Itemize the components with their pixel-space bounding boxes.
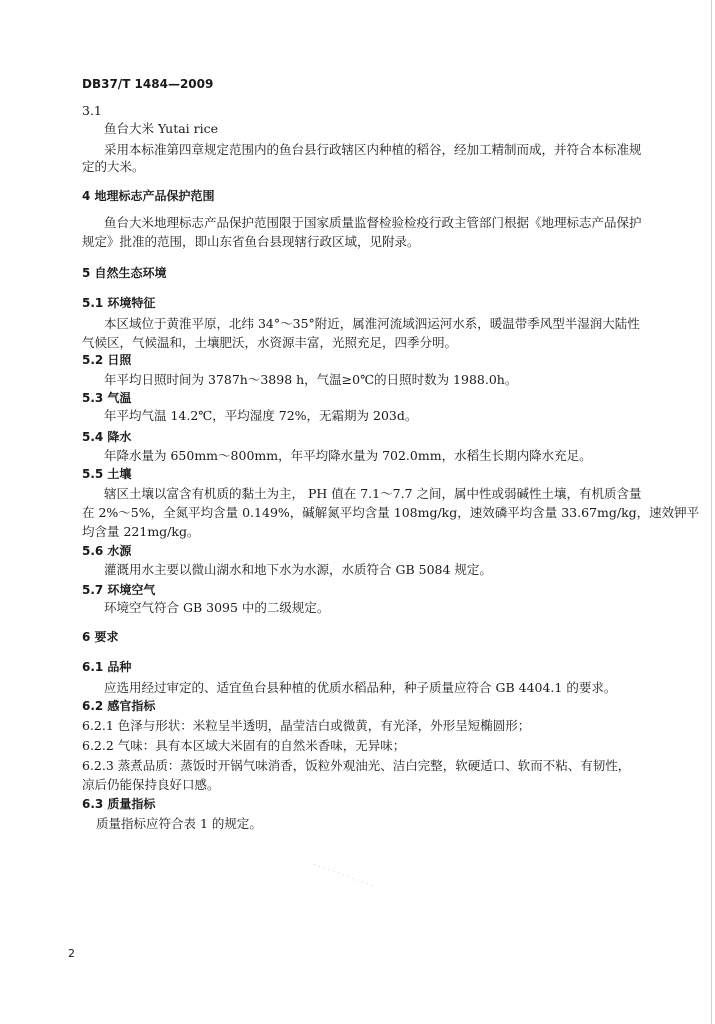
list-item: 6.2.2 气味：具有本区域大米固有的自然米香味，无异味； [82, 738, 406, 753]
list-item: 6.2.1 色泽与形状：米粒呈半透明，晶莹洁白或微黄，有光泽，外形呈短椭圆形； [82, 718, 531, 733]
clause-number: 3.1 [82, 103, 102, 118]
subsection-heading: 5.3 气温 [82, 391, 132, 405]
section-heading: 5 自然生态环境 [82, 266, 167, 280]
subsection-heading: 5.4 降水 [82, 430, 132, 444]
paragraph-line: 在 2%～5%，全氮平均含量 0.149%，碱解氮平均含量 108mg/kg，速效磷平均含量 33.67mg/kg，速效钾平 [82, 505, 700, 520]
faint-watermark: · · · · · · · · · · · · · [311, 860, 375, 891]
subsection-heading: 5.6 水源 [82, 544, 132, 558]
subsection-heading: 6.3 质量指标 [82, 797, 156, 811]
paragraph-line: 质量指标应符合表 1 的规定。 [96, 816, 262, 831]
paragraph-line: 鱼台大米地理标志产品保护范围限于国家质量监督检验检疫行政主管部门根据《地理标志产品保护 [104, 215, 642, 230]
paragraph-line: 本区域位于黄淮平原，北纬 34°～35°附近，属淮河流域泗运河水系，暖温带季风型半湿润大陆性 [104, 316, 640, 331]
term-definition-line: 采用本标准第四章规定范围内的鱼台县行政辖区内种植的稻谷，经加工精制而成，并符合本标准规 [104, 142, 642, 157]
paragraph-line: 灌溉用水主要以微山湖水和地下水为水源，水质符合 GB 5084 规定。 [104, 562, 492, 577]
subsection-heading: 6.1 品种 [82, 660, 132, 674]
subsection-heading: 5.1 环境特征 [82, 296, 156, 310]
paragraph-line: 年平均气温 14.2℃，平均湿度 72%，无霜期为 203d。 [104, 408, 418, 423]
paragraph-line: 应选用经过审定的、适宜鱼台县种植的优质水稻品种，种子质量应符合 GB 4404.1 的要求。 [104, 680, 617, 695]
list-item: 6.2.3 蒸煮品质：蒸饭时开锅气味消香，饭粒外观油光、洁白完整，软硬适口、软而不粘、有韧性， [82, 758, 631, 773]
doc-code: DB37/T 1484—2009 [82, 77, 214, 91]
paragraph-line: 均含量 221mg/kg。 [82, 524, 200, 539]
paragraph-line: 环境空气符合 GB 3095 中的二级规定。 [104, 600, 330, 615]
subsection-heading: 6.2 感官指标 [82, 699, 156, 713]
subsection-heading: 5.7 环境空气 [82, 583, 156, 597]
paragraph-line: 规定》批准的范围，即山东省鱼台县现辖行政区域，见附录。 [82, 234, 420, 249]
section-heading: 6 要求 [82, 630, 119, 644]
subsection-heading: 5.5 土壤 [82, 467, 132, 481]
list-item: 凉后仍能保持良好口感。 [82, 777, 220, 792]
paragraph-line: 气候区，气候温和，土壤肥沃，水资源丰富，光照充足，四季分明。 [82, 335, 458, 350]
paragraph-line: 辖区土壤以富含有机质的黏土为主， PH 值在 7.1～7.7 之间，属中性或弱碱性土壤，有机质含量 [104, 486, 642, 501]
page-edge-line [711, 0, 712, 1024]
subsection-heading: 5.2 日照 [82, 353, 132, 367]
term-definition-line: 定的大米。 [82, 159, 145, 174]
page-number: 2 [68, 947, 75, 960]
term-name: 鱼台大米 Yutai rice [104, 121, 219, 136]
paragraph-line: 年降水量为 650mm～800mm，年平均降水量为 702.0mm，水稻生长期内降水充足。 [104, 448, 592, 463]
section-heading: 4 地理标志产品保护范围 [82, 189, 215, 203]
paragraph-line: 年平均日照时间为 3787h～3898 h，气温≥0℃的日照时数为 1988.0h。 [104, 372, 518, 387]
